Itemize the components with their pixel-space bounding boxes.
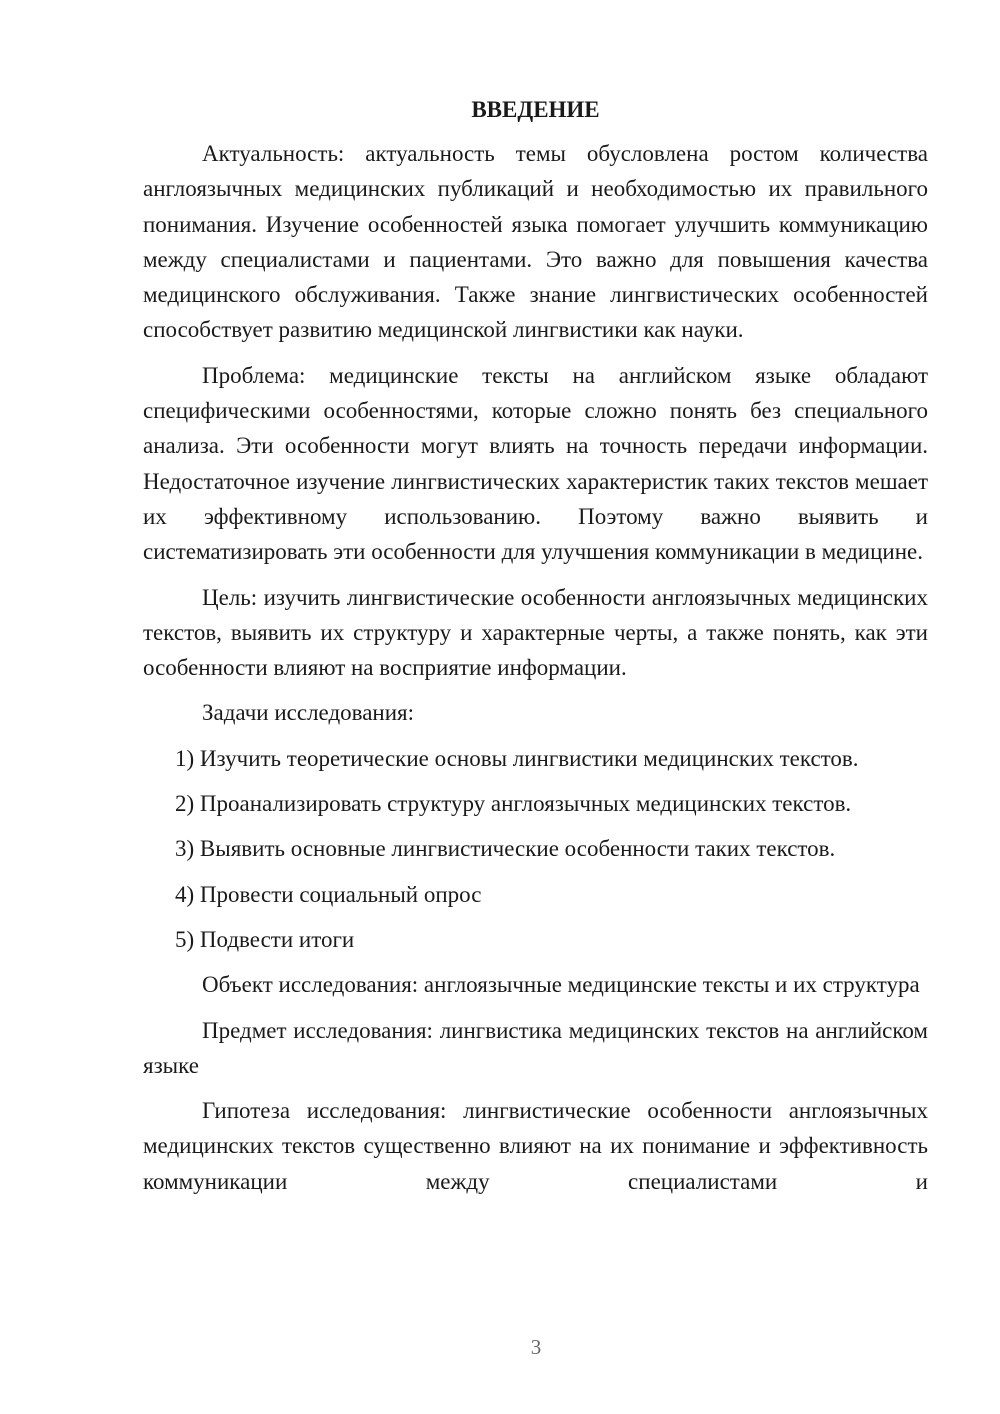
task-item: 4) Провести социальный опрос	[175, 881, 482, 907]
page-number: 3	[530, 1335, 542, 1359]
tasks-list	[143, 741, 928, 957]
section-title: ВВЕДЕНИЕ	[471, 97, 600, 122]
task-item: 1) Изучить теоретические основы лингвистики медицинских текстов.	[175, 745, 859, 771]
task-item: 3) Выявить основные лингвистические особенности таких текстов.	[175, 836, 836, 862]
document-body	[143, 92, 928, 1199]
paragraph-subject: Предмет исследования: лингвистика медицинских текстов на английском языке	[143, 1017, 928, 1078]
task-item: 2) Проанализировать структуру англоязычных медицинских текстов.	[175, 791, 852, 817]
tasks-heading: Задачи исследования:	[202, 700, 415, 726]
paragraph-problem: Проблема: медицинские тексты на английском языке обладают специфическими особенностями, которые сложно понять без специального анализа. Эти особенности могут влиять на точность передачи информации. Недостаточное изучение лингвистических характеристик таких текстов мешает их эффективному использованию. Поэтому важно выявить и систематизировать эти особенности для улучшения коммуникации в медицине.	[143, 362, 928, 565]
paragraph-goal: Цель: изучить лингвистические особенности англоязычных медицинских текстов, выявить их структуру и характерные черты, а также понять, как эти особенности влияют на восприятие информации.	[143, 584, 928, 681]
paragraph-object: Объект исследования: англоязычные медицинские тексты и их структура	[202, 972, 920, 998]
paragraph-hypothesis: Гипотеза исследования: лингвистические особенности англоязычных медицинских текстов существенно влияют на их понимание и эффективность коммуникации между специалистами и	[143, 1098, 928, 1194]
paragraph-relevance: Актуальность: актуальность темы обусловлена ростом количества англоязычных медицинских публикаций и необходимостью их правильного понимания. Изучение особенностей языка помогает улучшить коммуникацию между специалистами и пациентами. Это важно для повышения качества медицинского обслуживания. Также знание лингвистических особенностей способствует развитию медицинской лингвистики как науки.	[143, 141, 928, 343]
task-item: 5) Подвести итоги	[175, 926, 355, 952]
